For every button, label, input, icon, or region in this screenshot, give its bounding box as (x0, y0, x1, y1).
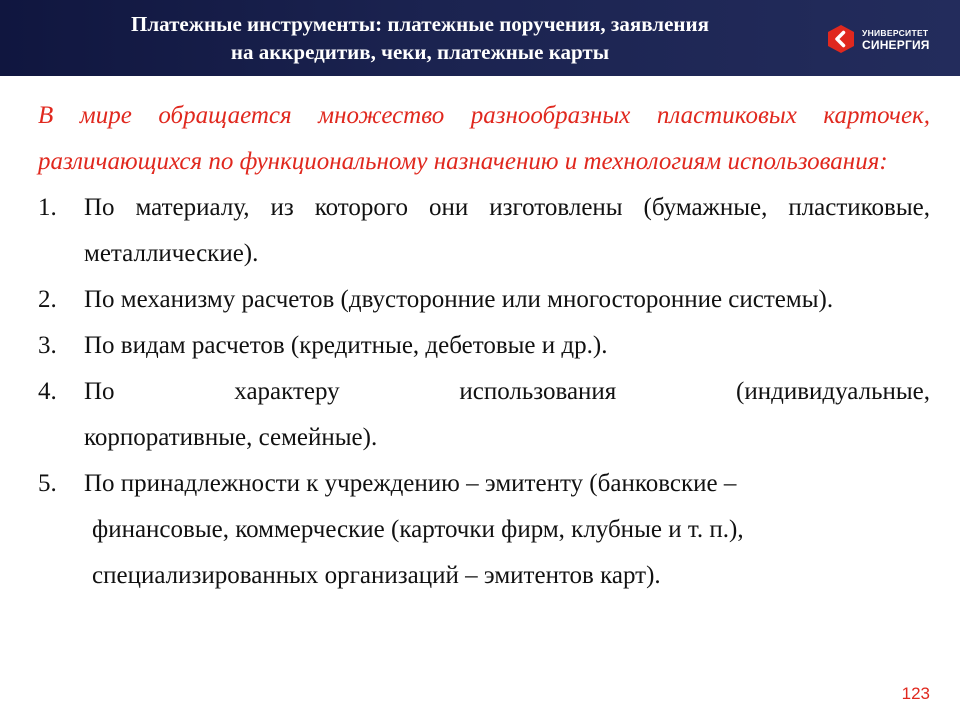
list-item-text-line: корпоративные, семейные). (84, 424, 378, 451)
list-item (38, 323, 930, 369)
logo-line2: СИНЕРГИЯ (862, 38, 930, 52)
list-item-number: 5. (38, 470, 57, 497)
logo-text (862, 27, 930, 51)
header-bar (0, 0, 960, 76)
list-item-text-line: специализированных организаций – эмитентов карт). (92, 562, 661, 589)
list-item (38, 369, 930, 461)
card-classification-list (38, 185, 930, 599)
list-item-number: 1. (38, 194, 57, 221)
list-item-text: По видам расчетов (кредитные, дебетовые и др.). (84, 332, 608, 359)
logo-line1: УНИВЕРСИТЕТ (862, 28, 929, 38)
list-item-number: 2. (38, 286, 57, 313)
slide-title (40, 10, 800, 66)
page-number: 123 (901, 684, 930, 703)
list-item-text-line: финансовые, коммерческие (карточки фирм, клубные и т. п.), (92, 516, 744, 543)
intro-paragraph: В мире обращается множество разнообразных пластиковых карточек, различающихся по функциональному назначению и технологиям использования: (38, 102, 930, 175)
list-item-text-line: По принадлежности к учреждению – эмитенту (банковские – (84, 470, 737, 497)
slide-content (38, 93, 930, 599)
synergy-logo-icon (826, 24, 856, 54)
university-logo (826, 24, 946, 54)
slide-title-line2: на аккредитив, чеки, платежные карты (230, 40, 610, 64)
list-item-number: 3. (38, 332, 57, 359)
slide-title-line1: Платежные инструменты: платежные поручения, заявления (131, 12, 709, 36)
list-item (38, 277, 930, 323)
list-item-text: По материалу, из которого они изготовлены (бумажные, пластиковые, металлические). (84, 194, 930, 267)
list-item-text: По механизму расчетов (двусторонние или многосторонние системы). (84, 286, 834, 313)
list-item-number: 4. (38, 378, 57, 405)
list-item-text-line: По характеру использования (индивидуальные, (84, 378, 930, 405)
list-item (38, 185, 930, 277)
list-item (38, 461, 930, 599)
